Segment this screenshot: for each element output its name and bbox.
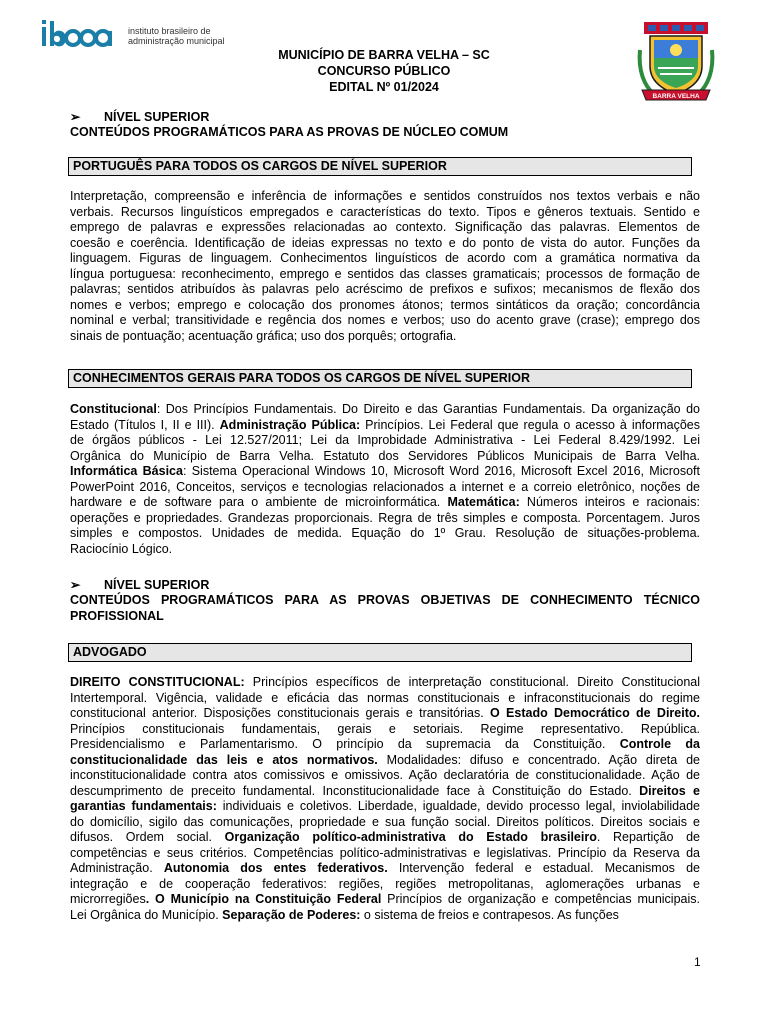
text-line: [70, 542, 700, 558]
document-header: [200, 47, 568, 95]
text-run: Orgânica do Município de Barra Velha. Estatuto dos Servidores Públicos Municipais de Barra Velha.: [70, 448, 700, 463]
bold-run: Administração Pública:: [219, 417, 361, 432]
page-number: 1: [694, 955, 701, 969]
text-run: individuais e coletivos. Liberdade, igualdade, devido processo legal, inviolabilidade: [216, 799, 700, 813]
text-line: [70, 846, 700, 862]
bold-run: Informática Básica: [70, 464, 183, 478]
portugues-paragraph: [70, 189, 700, 344]
text-line: [70, 830, 700, 846]
section1-title: CONTEÚDOS PROGRAMÁTICOS PARA AS PROVAS DE NÚCLEO COMUM: [70, 125, 509, 139]
bold-run: Matemática:: [447, 495, 520, 509]
ibam-logo-mark: [40, 18, 124, 48]
logo-text-line2: administração municipal: [128, 36, 225, 46]
section2-title-line1: CONTEÚDOS PROGRAMÁTICOS PARA AS PROVAS OBJETIVAS DE CONHECIMENTO TÉCNICO: [70, 593, 700, 607]
text-run: Números inteiros e racionais:: [519, 495, 700, 509]
bold-run: Controle da: [619, 737, 700, 751]
text-line: linguagem. Figuras de linguagem. Conhecimentos linguísticos de acordo com a gramática normativa da: [70, 251, 700, 265]
text-line: sinais de pontuação; acentuação gráfica; uso dos porquês; ortografia.: [70, 328, 457, 343]
text-run: Administração.: [70, 861, 164, 875]
bold-run: Direitos e: [639, 783, 700, 798]
text-run: Estado (Títulos I, II e III).: [70, 417, 220, 432]
text-run: o sistema de freios e contrapesos. As funções: [360, 907, 619, 922]
text-line: Interpretação, compreensão e inferência de informações e sentidos construídos nos textos verbais e não: [70, 189, 700, 203]
text-line: [70, 768, 700, 784]
text-run: Intertemporal. Vigência, validade e eficácia das normas constitucionais e infraconstitucionais do regime: [70, 690, 700, 705]
text-run: Princípios de organização e competências municipais.: [381, 892, 700, 906]
text-line: verbais. Recursos linguísticos empregados e características do texto. Tipos e gêneros textuais. Sentido e: [70, 204, 700, 219]
bold-run: Separação de Poderes:: [222, 907, 361, 922]
text-line: [70, 526, 700, 542]
text-run: : Dos Princípios Fundamentais. Do Direito e das Garantias Fundamentais. Da organização do: [156, 402, 700, 416]
text-line: [70, 675, 700, 691]
text-line: [70, 753, 700, 769]
text-line: [70, 784, 700, 800]
text-line: nomes e verbos; emprego e colocação dos pronomes átonos; termos sintáticos da oração; concordância: [70, 297, 700, 312]
advogado-paragraph: [70, 675, 700, 923]
text-line: [70, 815, 700, 831]
bold-run: O Estado Democrático de Direito.: [490, 706, 700, 720]
header-municipality: MUNICÍPIO DE BARRA VELHA – SC: [278, 48, 490, 62]
text-run: competências e seus critérios. Competências político-administrativas e legislativas. Princípio da Reserva da: [70, 845, 700, 860]
text-line: [70, 737, 700, 753]
text-run: : Sistema Operacional Windows 10, Microsoft Word 2016, Microsoft Excel 2016, Microsoft: [182, 464, 700, 478]
section2-title-line2: PROFISSIONAL: [70, 608, 164, 623]
box-conhecimentos: CONHECIMENTOS GERAIS PARA TODOS OS CARGOS DE NÍVEL SUPERIOR: [68, 369, 692, 388]
bold-run: garantias fundamentais:: [70, 799, 217, 813]
bold-run: Organização político-administrativa do Estado brasileiro: [224, 830, 597, 844]
text-line: palavras; sentidos atribuídos às palavras pelo acréscimo de prefixos e sufixos; mecanismos de flexão dos: [70, 282, 700, 296]
text-run: operações e propriedades. Grandezas proporcionais. Regra de três simples e composta. Porcentagem. Juros: [70, 510, 700, 525]
header-edital: EDITAL Nº 01/2024: [329, 80, 439, 94]
text-run: Raciocínio Lógico.: [70, 541, 173, 556]
text-line: [70, 691, 700, 707]
box-advogado: ADVOGADO: [68, 643, 692, 662]
text-run: microrregiões: [70, 892, 146, 906]
text-run: de órgãos públicos - Lei 12.527/2011; Lei da Improbidade Administrativa - Lei Federal 8.429/1992. Lei: [70, 433, 700, 447]
text-line: [70, 418, 700, 434]
section2-title: [70, 593, 700, 624]
section1-level-text: NÍVEL SUPERIOR: [104, 110, 210, 124]
section2-level: [70, 577, 700, 593]
header-contest: CONCURSO PÚBLICO: [317, 64, 451, 78]
text-line: [70, 892, 700, 908]
ibam-logo-text: [128, 26, 225, 46]
text-run: Intervenção federal e estadual. Mecanismos de: [387, 861, 700, 875]
text-run: integração e de cooperação federativos: regiões, regiões metropolitanas, aglomerações urbanas e: [70, 876, 700, 891]
arrow-bullet-icon: ➢: [70, 578, 81, 592]
text-run: hardware e de software para o ambiente de microinformática.: [70, 495, 448, 509]
text-line: [70, 402, 700, 418]
logo-text-line1: instituto brasileiro de: [128, 26, 211, 36]
box-portugues: PORTUGUÊS PARA TODOS OS CARGOS DE NÍVEL SUPERIOR: [68, 157, 692, 176]
section1-level: [70, 109, 700, 125]
text-run: difusos. Ordem social.: [70, 830, 225, 844]
text-run: Princípios constitucionais fundamentais, gerais e setoriais. Regime representativo. República.: [70, 721, 700, 736]
text-line: [70, 799, 700, 815]
text-line: [70, 877, 700, 893]
text-line: nominal e verbal; transitividade e regência dos nomes e verbos; uso do acento grave (crase); emprego dos: [70, 313, 700, 327]
arrow-bullet-icon: ➢: [70, 110, 81, 124]
bold-run: constitucionalidade das leis e atos normativos.: [70, 752, 378, 767]
municipal-coat-of-arms: [636, 20, 716, 106]
text-run: inconstitucionalidade contra atos comissivos e omissivos. Ação declaratória de constitucionalidade. Ação de: [70, 768, 700, 782]
crest-ribbon-text: BARRA VELHA: [652, 93, 700, 100]
text-run: do domicílio, sigilo das comunicações, propriedade e sua função social. Direitos políticos. Direitos sociais e: [70, 814, 700, 829]
text-line: [70, 495, 700, 511]
text-run: Modalidades: difuso e concentrado. Ação direta de: [377, 752, 700, 767]
text-line: [70, 722, 700, 738]
text-line: língua portuguesa: reconhecimento, emprego e sentidos das classes gramaticais; processos de formação de: [70, 266, 700, 281]
text-line: [70, 433, 700, 449]
text-run: descumprimento de preceito fundamental. Inconstitucionalidade face à Constituição do Estado.: [70, 783, 640, 798]
text-run: simples e compostos. Unidades de medida. Equação do 1º Grau. Resolução de situações-problema.: [70, 526, 700, 540]
section2-level-text: NÍVEL SUPERIOR: [104, 578, 210, 592]
text-run: PowerPoint 2016, Conceitos, serviços e tecnologias relacionados a internet e a correio eletrônico, noções de: [70, 479, 700, 494]
bold-run: Autonomia dos entes federativos.: [163, 861, 388, 875]
text-line: [70, 706, 700, 722]
text-line: [70, 449, 700, 465]
bold-run: DIREITO CONSTITUCIONAL:: [70, 675, 245, 689]
text-line: [70, 480, 700, 496]
text-run: . Repartição de: [596, 830, 700, 844]
text-run: Princípios. Lei Federal que regula o acesso à informações: [360, 417, 700, 432]
bold-run: . O Município na Constituição Federal: [145, 892, 382, 906]
text-line: emprego de palavras e expressões relacionadas ao contexto. Significação das palavras. Elementos de: [70, 220, 700, 234]
text-line: [70, 908, 700, 924]
text-run: Princípios específicos de interpretação constitucional. Direito Constitucional: [244, 675, 701, 689]
text-line: [70, 511, 700, 527]
text-run: constitucional anterior. Disposições constitucionais gerais e transitórias.: [70, 706, 491, 720]
text-run: Presidencialismo e Parlamentarismo. O princípio da supremacia da Constituição.: [70, 737, 620, 751]
text-line: [70, 464, 700, 480]
section1-heading: [70, 109, 700, 141]
text-line: [70, 861, 700, 877]
text-run: Lei Orgânica do Município.: [70, 907, 223, 922]
section2-heading: [70, 577, 700, 624]
bold-run: Constitucional: [70, 402, 157, 416]
text-line: coesão e coerência. Identificação de ideias expressas no texto e do ponto de vista do autor. Funções da: [70, 235, 700, 250]
conhecimentos-paragraph: [70, 402, 700, 557]
